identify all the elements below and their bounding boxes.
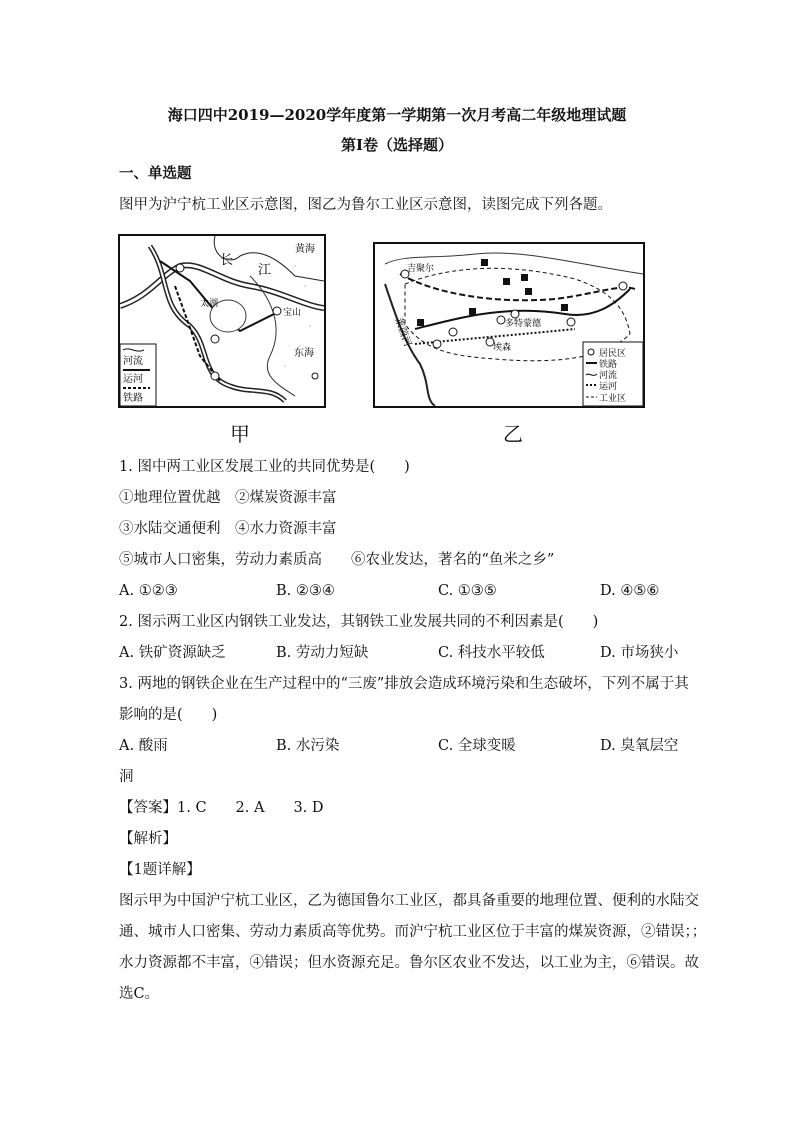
label-huanghai: 黄海 bbox=[295, 244, 315, 255]
section-subtitle: 第I卷（选择题） bbox=[340, 136, 454, 154]
legend-railway: 铁路 bbox=[123, 393, 143, 404]
legend-river-yi: 河流 bbox=[599, 371, 618, 381]
q2-option-d: D. 市场狭小 bbox=[600, 645, 679, 661]
q2-option-c: C. 科技水平较低 bbox=[438, 645, 545, 661]
map-jia-drawing bbox=[120, 236, 324, 406]
label-taihu: 太湖 bbox=[200, 299, 219, 309]
q3-option-d: D. 臭氧层空 bbox=[600, 738, 679, 754]
q2-option-a: A. 铁矿资源缺乏 bbox=[119, 645, 226, 661]
question-3-stem-line2: 影响的是( ) bbox=[119, 707, 218, 723]
question-1-statement-1: ①地理位置优越 ②煤炭资源丰富 bbox=[119, 490, 337, 506]
label-chang: 长 bbox=[220, 253, 234, 268]
map-jia-legend bbox=[120, 344, 156, 406]
q1-option-d: D. ④⑤⑥ bbox=[600, 583, 660, 599]
map-yi bbox=[373, 242, 645, 408]
map-yi-drawing bbox=[375, 244, 643, 406]
legend-river: 河流 bbox=[123, 356, 143, 367]
q2-option-b: B. 劳动力短缺 bbox=[276, 645, 369, 661]
label-yisen: 埃森 bbox=[493, 343, 512, 353]
map-yi-caption: 乙 bbox=[503, 422, 523, 446]
legend-railway-yi: 铁路 bbox=[599, 360, 618, 370]
explanation-line-2: 通、城市人口密集、劳动力素质高等优势。而沪宁杭工业区位于丰富的煤炭资源，②错误；； bbox=[119, 924, 707, 940]
legend-industrial: 工业区 bbox=[599, 394, 627, 404]
map-jia bbox=[118, 234, 326, 408]
q1-option-c: C. ①③⑤ bbox=[438, 583, 497, 599]
question-2-stem: 2. 图示两工业区内钢铁工业发达，其钢铁工业发展共同的不利因素是( ) bbox=[119, 614, 599, 630]
q3-option-c: C. 全球变暖 bbox=[438, 738, 516, 754]
q3-option-b: B. 水污染 bbox=[276, 738, 340, 754]
question-1-stem: 1. 图中两工业区发展工业的共同优势是( ) bbox=[119, 459, 410, 475]
explanation-line-4: 选C。 bbox=[119, 986, 160, 1002]
q3-option-d-continued: 洞 bbox=[119, 769, 134, 785]
label-laiyin-he: 莱茵河 bbox=[392, 316, 413, 349]
answer-line: 【答案】1. C 2. A 3. D bbox=[119, 800, 324, 816]
explanation-line-3: 水力资源都不丰富，④错误；但水资源充足。鲁尔区农业不发达，以工业为主，⑥错误。故 bbox=[119, 955, 699, 971]
label-baoshan: 宝山 bbox=[283, 308, 302, 318]
legend-canal-yi: 运河 bbox=[599, 382, 618, 392]
question-3-stem-line1: 3. 两地的钢铁企业在生产过程中的“三废”排放会造成环境污染和生态破坏，下列不属于其 bbox=[119, 676, 689, 692]
detail-heading: 【1题详解】 bbox=[119, 862, 201, 878]
explanation-line-1: 图示甲为中国沪宁杭工业区，乙为德国鲁尔工业区，都具备重要的地理位置、便利的水陆交 bbox=[119, 893, 699, 909]
label-donghai: 东海 bbox=[294, 348, 314, 359]
intro-text: 图甲为沪宁杭工业区示意图，图乙为鲁尔工业区示意图，读图完成下列各题。 bbox=[119, 197, 612, 213]
map-yi-legend bbox=[583, 342, 643, 406]
q3-option-a: A. 酸雨 bbox=[119, 738, 168, 754]
q1-option-b: B. ②③④ bbox=[276, 583, 335, 599]
page-title: 海口四中2019—2020学年度第一学期第一次月考高二年级地理试题 bbox=[167, 106, 627, 124]
label-ruhr: 吉聚尔 bbox=[407, 264, 435, 274]
analysis-heading: 【解析】 bbox=[119, 831, 177, 847]
map-jia-caption: 甲 bbox=[230, 422, 250, 446]
section-heading: 一、单选题 bbox=[119, 165, 192, 182]
legend-canal: 运河 bbox=[123, 374, 143, 385]
question-1-statement-2: ③水陆交通便利 ④水力资源丰富 bbox=[119, 521, 337, 537]
legend-settlement: 居民区 bbox=[599, 349, 627, 359]
label-jiang: 江 bbox=[258, 263, 272, 278]
q1-option-a: A. ①②③ bbox=[119, 583, 178, 599]
label-duotemunde: 多特蒙德 bbox=[505, 319, 542, 329]
question-1-statement-3: ⑤城市人口密集，劳动力素质高 ⑥农业发达，著名的“鱼米之乡” bbox=[119, 552, 555, 568]
